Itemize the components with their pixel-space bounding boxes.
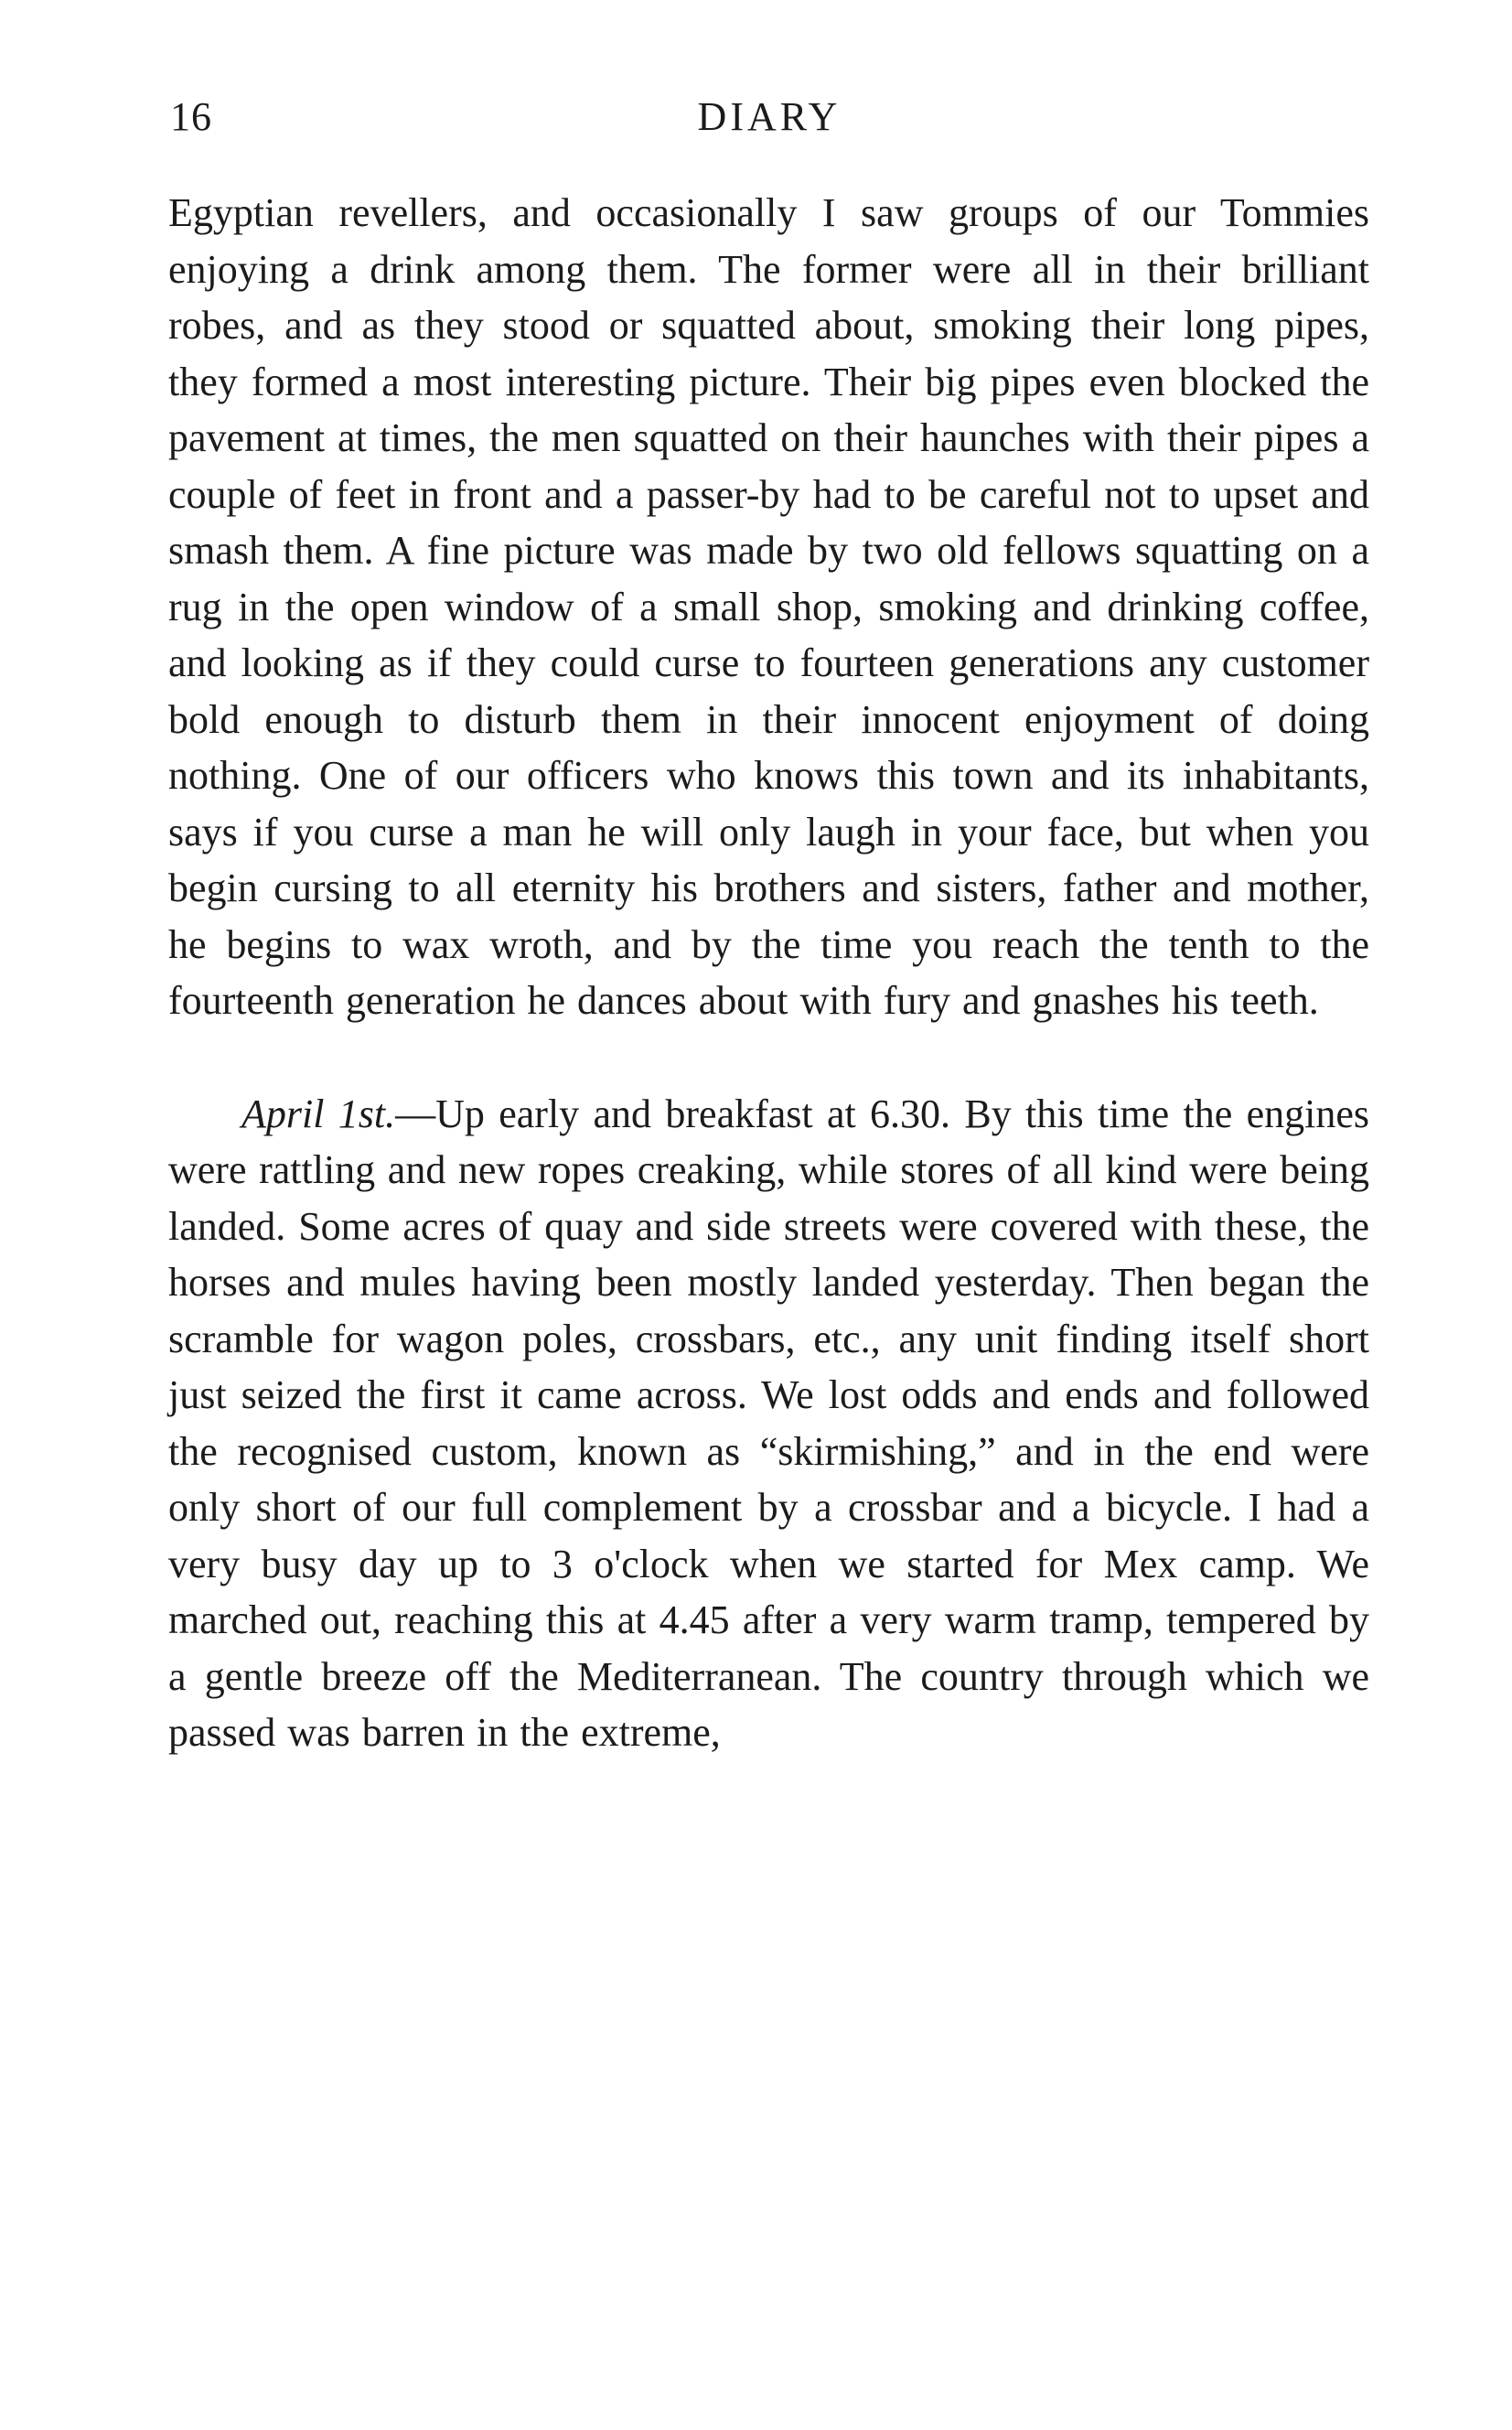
body-text [168,185,1369,1761]
entry-dash: — [395,1091,436,1136]
entry-date: April 1st. [241,1091,396,1136]
diary-entry-paragraph [168,1086,1369,1761]
paragraph-continued: Egyptian revellers, and occasionally I saw groups of our Tommies enjoying a drink among them. The former were all in their brilliant robes, and as they stood or squatted about, smoking their long pipes, they formed a most interesting picture. Their big pipes even blocked the pavement at times, the men squatted on their haunches with their pipes a couple of feet in front and a passer-by had to be careful not to upset and smash them. A fine picture was made by two old fellows squatting on a rug in the open window of a small shop, smoking and drinking coffee, and looking as if they could curse to fourteen generations any customer bold enough to disturb them in their innocent enjoyment of doing nothing. One of our officers who knows this town and its inhabitants, says if you curse a man he will only laugh in your face, but when you begin cursing to all eternity his brothers and sisters, father and mother, he begins to wax wroth, and by the time you reach the tenth to the fourteenth generation he dances about with fury and gnashes his teeth. [168,190,1369,1023]
page-number: 16 [170,94,212,139]
entry-text: Up early and breakfast at 6.30. By this time the engines were rattling and new ropes creaking, while stores of all kind were being landed. Some acres of quay and side streets were covered with these, the horses and mules having been mostly landed yesterday. Then began the scramble for wagon poles, crossbars, etc., any unit finding itself short just seized the first it came across. We lost odds and ends and followed the recognised custom, known as “skirmishing,” and in the end were only short of our full complement by a crossbar and a bicycle. I had a very busy day up to 3 o'clock when we started for Mex camp. We marched out, reaching this at 4.45 after a very warm tramp, tempered by a gentle breeze off the Mediterranean. The country through which we passed was barren in the extreme, [168,1091,1369,1755]
page-header [170,93,1368,148]
running-title: DIARY [697,94,842,139]
